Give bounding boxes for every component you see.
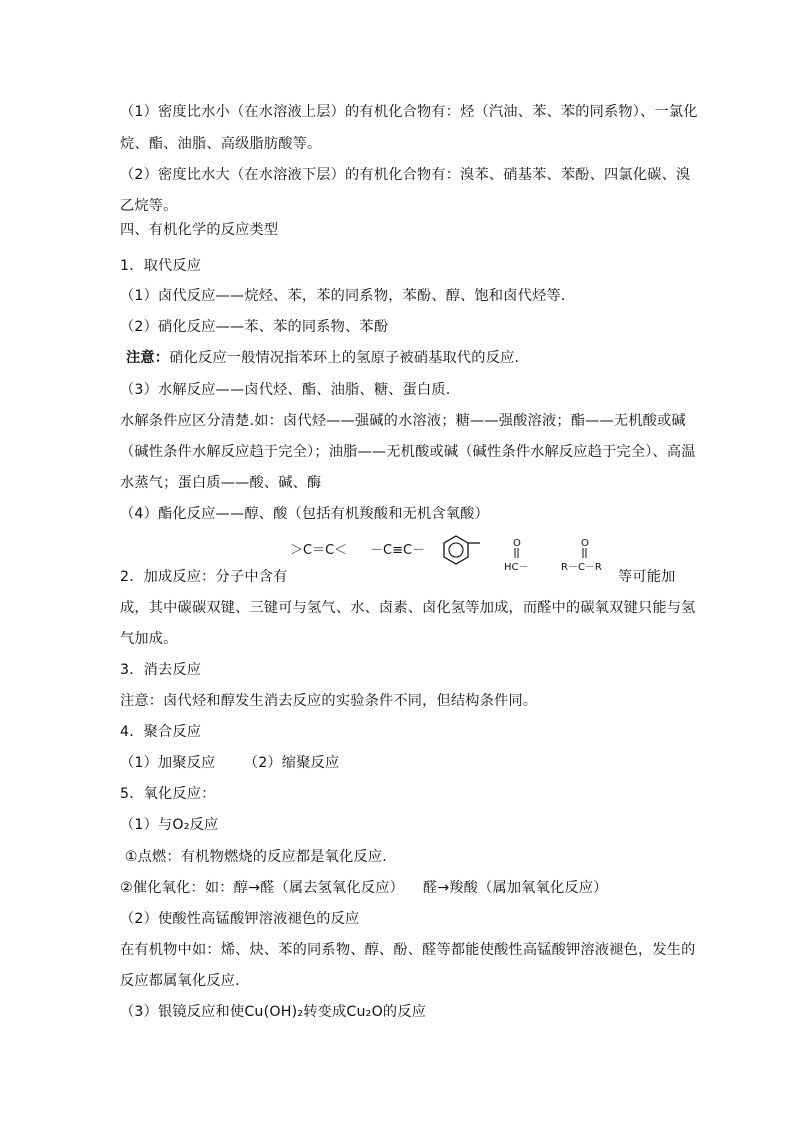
text-line: （1）卤代反应——烷烃、苯，苯的同系物，苯酚、醇、饱和卤代烃等. (120, 288, 566, 304)
note-text: 硝化反应一般情况指苯环上的氢原子被硝基取代的反应. (169, 350, 520, 366)
alkyne-formula: －C≡C－ (370, 543, 426, 558)
text-line: （4）酯化反应——醇、酸（包括有机羧酸和无机含氧酸） (120, 506, 489, 522)
text-line: 烷、酯、油脂、高级脂肪酸等。 (120, 136, 322, 152)
text-line: 水蒸气；蛋白质——酸、碱、酶 (120, 475, 322, 491)
subsection-heading: 3．消去反应 (120, 662, 202, 678)
text-line: （1）加聚反应 （2）缩聚反应 (120, 755, 340, 771)
aldehyde-group: HC－ (504, 562, 529, 573)
note-label: 注意： (126, 350, 170, 366)
text-line: （1）与O₂反应 (120, 817, 219, 833)
text-line: 气加成。 (120, 631, 178, 647)
text-line: 乙烷等。 (120, 198, 178, 214)
text-line: （2）硝化反应——苯、苯的同系物、苯酚 (120, 319, 389, 335)
text-line: 2．加成反应：分子中含有 (120, 569, 288, 585)
text-line: （碱性条件水解反应趋于完全）；油脂——无机酸或碱（碱性条件水解反应趋于完全）、高温 (120, 444, 696, 460)
text-line: （2）密度比水大（在水溶液下层）的有机化合物有：溴苯、硝基苯、苯酚、四氯化碳、溴 (120, 167, 691, 183)
text-line-tail: 等可能加 (618, 569, 676, 585)
section-heading: 四、有机化学的反应类型 (120, 222, 279, 238)
text-line: （1）密度比水小（在水溶液上层）的有机化合物有：烃（汽油、苯、苯的同系物）、一氯化 (120, 104, 698, 120)
ketone-group: R－C－R (561, 562, 602, 573)
text-line: 注意：卤代烃和醇发生消去反应的实验条件不同，但结构条件同。 (120, 693, 538, 709)
text-line: 水解条件应区分清楚.如：卤代烃——强碱的水溶液；糖——强酸溶液；酯——无机酸或碱 (120, 413, 686, 429)
text-line: ①点燃：有机物燃烧的反应都是氧化反应. (120, 849, 387, 865)
subsection-heading: 4．聚合反应 (120, 724, 202, 740)
text-line: 在有机物中如：烯、炔、苯的同系物、醇、酚、醛等都能使酸性高锰酸钾溶液褪色，发生的 (120, 942, 696, 958)
text-line: ②催化氧化：如：醇→醛（属去氢氧化反应） 醛→羧酸（属加氧氧化反应） (120, 880, 608, 896)
structural-formulas (286, 532, 616, 582)
text-line: 成，其中碳碳双键、三键可与氢气、水、卤素、卤化氢等加成，而醛中的碳氧双键只能与氢 (120, 600, 696, 616)
alkene-formula: ＞C＝C＜ (290, 543, 348, 558)
text-line: （3）水解反应——卤代烃、酯、油脂、糖、蛋白质. (120, 382, 451, 398)
text-line: （2）使酸性高锰酸钾溶液褪色的反应 (120, 911, 360, 927)
subsection-heading: 5．氧化反应： (120, 786, 216, 802)
text-line: （3）银镜反应和使Cu(OH)₂转变成Cu₂O的反应 (120, 1004, 427, 1020)
benzene-ring-icon (444, 536, 480, 564)
subsection-heading: 1．取代反应 (120, 258, 202, 274)
ketone-oxygen: O (581, 538, 589, 549)
note-line (126, 348, 519, 368)
aldehyde-oxygen: O (513, 538, 521, 549)
text-line: 反应都属氧化反应. (120, 973, 240, 989)
